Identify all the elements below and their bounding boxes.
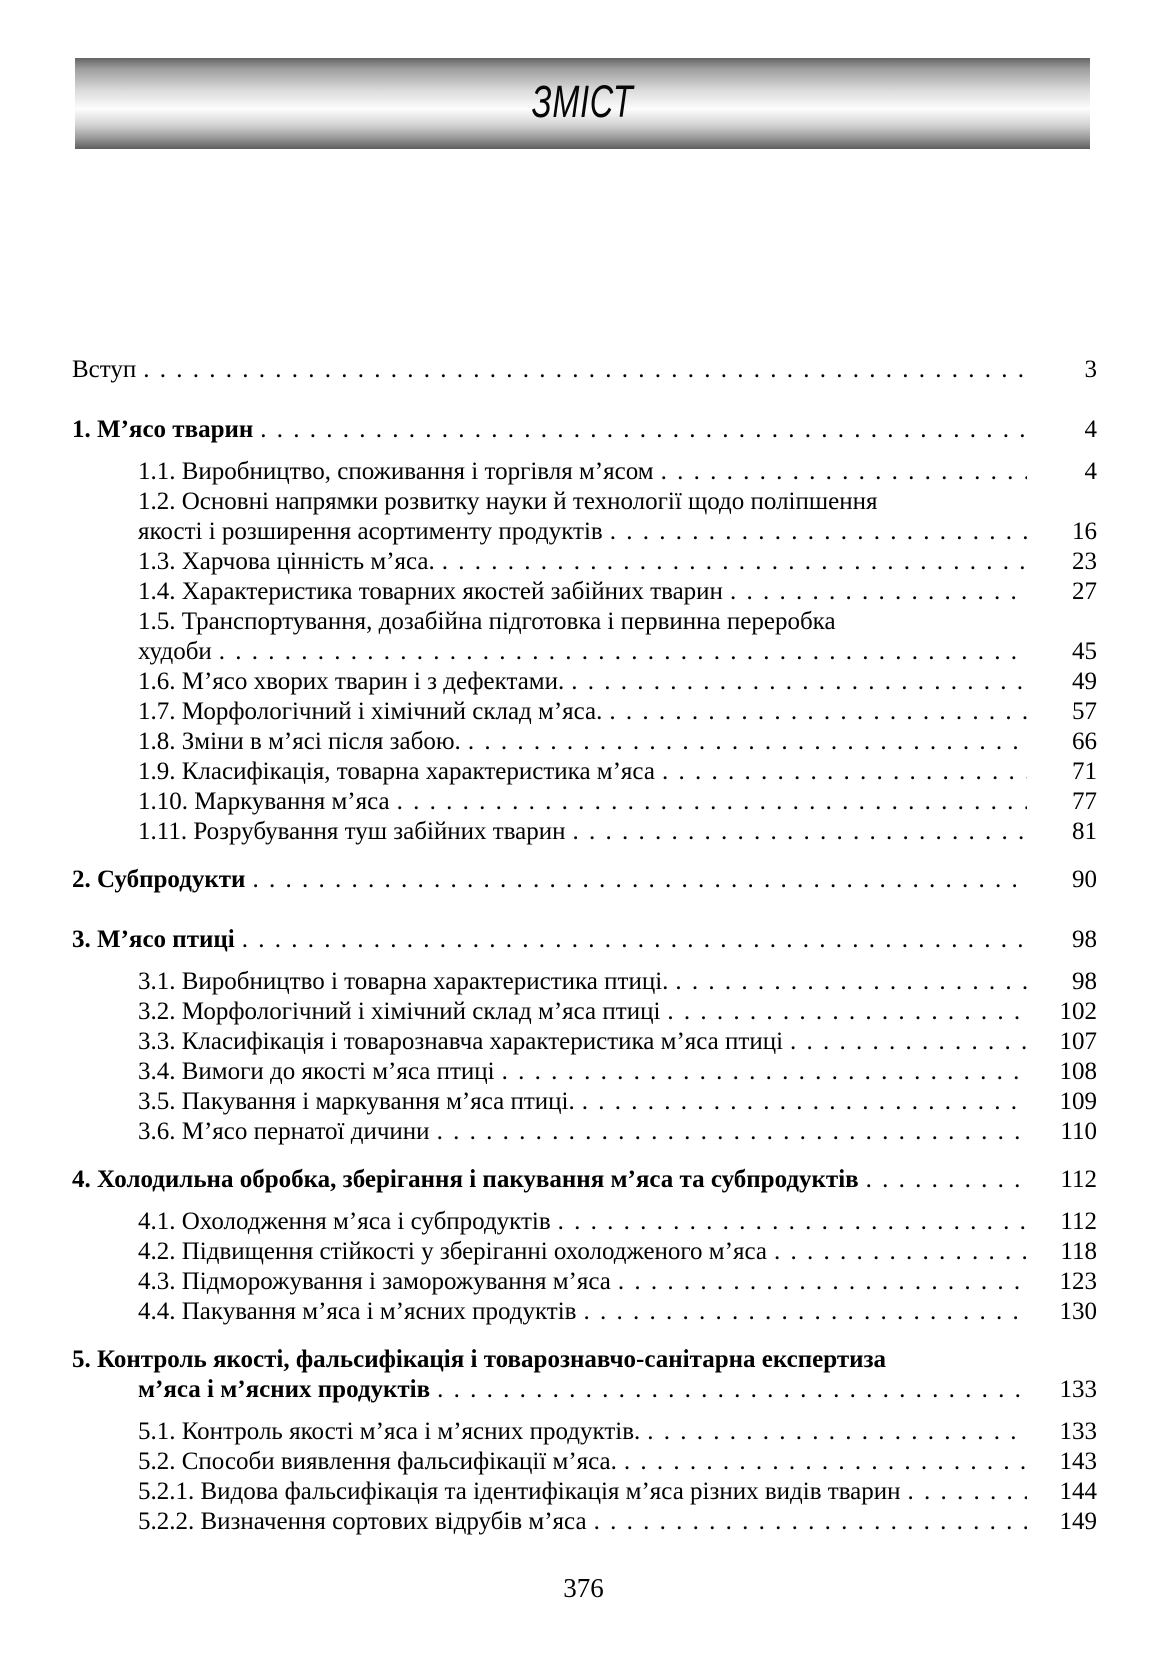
toc-entry-line — [72, 997, 1097, 1027]
toc-entry — [72, 1057, 1097, 1087]
toc-entry — [72, 925, 1097, 955]
toc-entry-line — [72, 607, 1097, 637]
dot-leader — [594, 1507, 1027, 1537]
toc-entry — [72, 1237, 1097, 1267]
toc-page-number: 112 — [1060, 1166, 1097, 1193]
dot-leader — [675, 967, 1027, 997]
toc-entry — [72, 1507, 1097, 1537]
toc-entry-text: 1.9. Класифікація, товарна характеристика м’яса — [138, 758, 655, 785]
toc-entry-line — [72, 925, 1097, 955]
toc-entry-line — [72, 1507, 1097, 1537]
page-footer — [0, 1573, 1167, 1603]
toc-page-number: 4 — [1084, 416, 1097, 443]
toc-entry-text: 1.6. М’ясо хворих тварин і з дефектами. — [138, 668, 565, 695]
toc-entry-text: 3.1. Виробництво і товарна характеристика птиці. — [138, 968, 669, 995]
toc-entry — [72, 1165, 1097, 1195]
toc-page-number: 149 — [1059, 1508, 1097, 1535]
toc-entry-line — [72, 457, 1097, 487]
toc-entry — [72, 1297, 1097, 1327]
toc-entry-line — [72, 1297, 1097, 1327]
toc-entry-text: 1.11. Розрубування туш забійних тварин — [138, 818, 566, 845]
toc-entry — [72, 1345, 1097, 1405]
toc-entry — [72, 997, 1097, 1027]
dot-leader — [502, 1057, 1027, 1087]
toc-page-number: 98 — [1072, 926, 1097, 953]
toc-entry — [72, 607, 1097, 667]
toc-entry — [72, 727, 1097, 757]
toc-entry-text: 5.1. Контроль якості м’яса і м’ясних продуктів. — [138, 1418, 641, 1445]
toc-entry-line — [72, 1165, 1097, 1195]
toc-entry — [72, 547, 1097, 577]
toc-entry-text: 4.4. Пакування м’яса і м’ясних продуктів — [138, 1298, 577, 1325]
dot-leader — [624, 1447, 1027, 1477]
toc-entry-text: Вступ — [72, 356, 137, 383]
toc-entry-line — [72, 1375, 1097, 1405]
toc-entry — [72, 697, 1097, 727]
toc-entry-line — [72, 1117, 1097, 1147]
toc-entry-text: 5.2.1. Видова фальсифікація та ідентифікація м’яса різних видів тварин — [138, 1478, 901, 1505]
dot-leader — [558, 1207, 1027, 1237]
toc-page-number: 49 — [1072, 668, 1097, 695]
toc-entry — [72, 787, 1097, 817]
toc-entry-line — [72, 1027, 1097, 1057]
toc-page-number: 81 — [1072, 818, 1097, 845]
toc-page-number: 27 — [1072, 578, 1097, 605]
toc-page-number: 90 — [1072, 866, 1097, 893]
toc-entry-line — [72, 415, 1097, 445]
dot-leader — [610, 517, 1027, 547]
dot-leader — [730, 577, 1027, 607]
toc-entry-line — [72, 667, 1097, 697]
dot-leader — [609, 697, 1027, 727]
toc-entry-line — [72, 1057, 1097, 1087]
toc-entry-text: 4.3. Підморожування і заморожування м’яса — [138, 1268, 611, 1295]
toc-page-number: 118 — [1060, 1238, 1097, 1265]
toc-entry-text: 1.1. Виробництво, споживання і торгівля м’ясом — [138, 458, 654, 485]
toc-entry-text: 1. М’ясо тварин — [72, 416, 254, 443]
dot-leader — [260, 415, 1027, 445]
toc-entry-line — [72, 355, 1097, 385]
toc-entry — [72, 1267, 1097, 1297]
toc-entry-text: 3.4. Вимоги до якості м’яса птиці — [138, 1058, 495, 1085]
dot-leader — [437, 1117, 1027, 1147]
toc-entry-text: 1.4. Характеристика товарних якостей забійних тварин — [138, 578, 723, 605]
toc-page-number: 144 — [1059, 1478, 1097, 1505]
toc-page-number: 3 — [1084, 356, 1097, 383]
toc-entry — [72, 457, 1097, 487]
toc-entry-line — [72, 817, 1097, 847]
dot-leader — [774, 1237, 1027, 1267]
toc-entry — [72, 865, 1097, 895]
toc-entry — [72, 487, 1097, 547]
toc-entry-text: м’яса і м’ясних продуктів — [138, 1376, 431, 1403]
dot-leader — [662, 757, 1027, 787]
toc-entry-text: 4. Холодильна обробка, зберігання і пакування м’яса та субпродуктів — [72, 1166, 859, 1193]
toc-entry — [72, 1417, 1097, 1447]
toc — [72, 337, 1097, 1537]
toc-entry-line — [72, 1447, 1097, 1477]
dot-leader — [618, 1267, 1027, 1297]
toc-entry-text: 3.6. М’ясо пернатої дичини — [138, 1118, 430, 1145]
toc-entry — [72, 1207, 1097, 1237]
toc-entry — [72, 355, 1097, 385]
toc-entry-text: 1.3. Харчова цінність м’яса. — [138, 548, 435, 575]
toc-page-number: 133 — [1059, 1418, 1097, 1445]
toc-entry-text: 5.2. Способи виявлення фальсифікації м’яса. — [138, 1448, 617, 1475]
toc-entry-text: 1.10. Маркування м’яса — [138, 788, 390, 815]
toc-entry-text: 2. Субпродукти — [72, 866, 246, 893]
toc-entry-line — [72, 757, 1097, 787]
toc-entry-line — [72, 547, 1097, 577]
toc-entry-line — [72, 637, 1097, 667]
toc-entry-line — [72, 517, 1097, 547]
dot-leader — [583, 1297, 1027, 1327]
dot-leader — [647, 1417, 1027, 1447]
toc-entry — [72, 667, 1097, 697]
toc-entry-line — [72, 787, 1097, 817]
toc-page-number: 107 — [1059, 1028, 1097, 1055]
toc-entry-text: 1.8. Зміни в м’ясі після забою. — [138, 728, 461, 755]
toc-entry — [72, 817, 1097, 847]
toc-entry-text: 3.3. Класифікація і товарознавча характеристика м’яса птиці — [138, 1028, 784, 1055]
dot-leader — [667, 997, 1027, 1027]
toc-entry-line — [72, 697, 1097, 727]
toc-entry — [72, 757, 1097, 787]
toc-entry-text: 3. М’ясо птиці — [72, 926, 235, 953]
header-banner — [75, 58, 1090, 149]
page-title: ЗМІСТ — [531, 76, 634, 127]
dot-leader — [866, 1165, 1027, 1195]
toc-entry-line — [72, 1087, 1097, 1117]
toc-page-number: 4 — [1084, 458, 1097, 485]
toc-entry-line — [72, 487, 1097, 517]
toc-entry-text: 1.7. Морфологічний і хімічний склад м’яса. — [138, 698, 603, 725]
toc-entry-line — [72, 1207, 1097, 1237]
dot-leader — [437, 1375, 1027, 1405]
toc-entry-text: 5. Контроль якості, фальсифікація і товарознавчо-санітарна експертиза — [72, 1346, 887, 1373]
dot-leader — [661, 457, 1027, 487]
toc-page-number: 98 — [1072, 968, 1097, 995]
toc-entry-text: 3.5. Пакування і маркування м’яса птиці. — [138, 1088, 575, 1115]
dot-leader — [908, 1477, 1027, 1507]
toc-entry-text: 1.2. Основні напрямки розвитку науки й технології щодо поліпшення — [138, 488, 878, 515]
toc-entry — [72, 1117, 1097, 1147]
toc-page-number: 66 — [1072, 728, 1097, 755]
footer-page-number: 376 — [563, 1573, 604, 1603]
dot-leader — [442, 547, 1027, 577]
dot-leader — [397, 787, 1027, 817]
toc-entry-line — [72, 577, 1097, 607]
dot-leader — [143, 355, 1027, 385]
toc-entry-text: 1.5. Транспортування, дозабійна підготовка і первинна переробка — [138, 608, 836, 635]
toc-entry-text: 5.2.2. Визначення сортових відрубів м’яса — [138, 1508, 587, 1535]
toc-page-number: 133 — [1059, 1376, 1097, 1403]
toc-page-number: 71 — [1072, 758, 1097, 785]
toc-entry-line — [72, 727, 1097, 757]
toc-entry-line — [72, 1267, 1097, 1297]
toc-entry-line — [72, 967, 1097, 997]
toc-entry-text: 4.2. Підвищення стійкості у зберіганні охолодженого м’яса — [138, 1238, 767, 1265]
toc-page-number: 77 — [1072, 788, 1097, 815]
toc-page-number: 123 — [1059, 1268, 1097, 1295]
toc-page-number: 45 — [1072, 638, 1097, 665]
toc-entry — [72, 1477, 1097, 1507]
toc-entry-line — [72, 1417, 1097, 1447]
toc-page-number: 57 — [1072, 698, 1097, 725]
toc-page-number: 143 — [1059, 1448, 1097, 1475]
dot-leader — [242, 925, 1027, 955]
toc-entry-line — [72, 865, 1097, 895]
dot-leader — [582, 1087, 1027, 1117]
toc-entry — [72, 1027, 1097, 1057]
toc-page-number: 102 — [1059, 998, 1097, 1025]
toc-entry — [72, 967, 1097, 997]
toc-page-number: 130 — [1059, 1298, 1097, 1325]
toc-page-number: 23 — [1072, 548, 1097, 575]
toc-page-number: 109 — [1059, 1088, 1097, 1115]
toc-page-number: 112 — [1060, 1208, 1097, 1235]
dot-leader — [468, 727, 1027, 757]
toc-page-number: 108 — [1059, 1058, 1097, 1085]
toc-entry-line — [72, 1477, 1097, 1507]
toc-entry-text: 4.1. Охолодження м’яса і субпродуктів — [138, 1208, 551, 1235]
dot-leader — [219, 637, 1027, 667]
toc-entry — [72, 415, 1097, 445]
toc-page-number: 16 — [1072, 518, 1097, 545]
toc-entry-text: 3.2. Морфологічний і хімічний склад м’яса птиці — [138, 998, 661, 1025]
dot-leader — [571, 667, 1027, 697]
dot-leader — [790, 1027, 1027, 1057]
toc-entry-text: якості і розширення асортименту продуктів — [138, 518, 603, 545]
toc-entry — [72, 577, 1097, 607]
toc-entry-line — [72, 1237, 1097, 1267]
toc-entry — [72, 1447, 1097, 1477]
toc-entry — [72, 1087, 1097, 1117]
toc-entry-text: худоби — [138, 638, 212, 665]
dot-leader — [252, 865, 1027, 895]
dot-leader — [573, 817, 1027, 847]
toc-page-number: 110 — [1060, 1118, 1097, 1145]
toc-entry-line — [72, 1345, 1097, 1375]
